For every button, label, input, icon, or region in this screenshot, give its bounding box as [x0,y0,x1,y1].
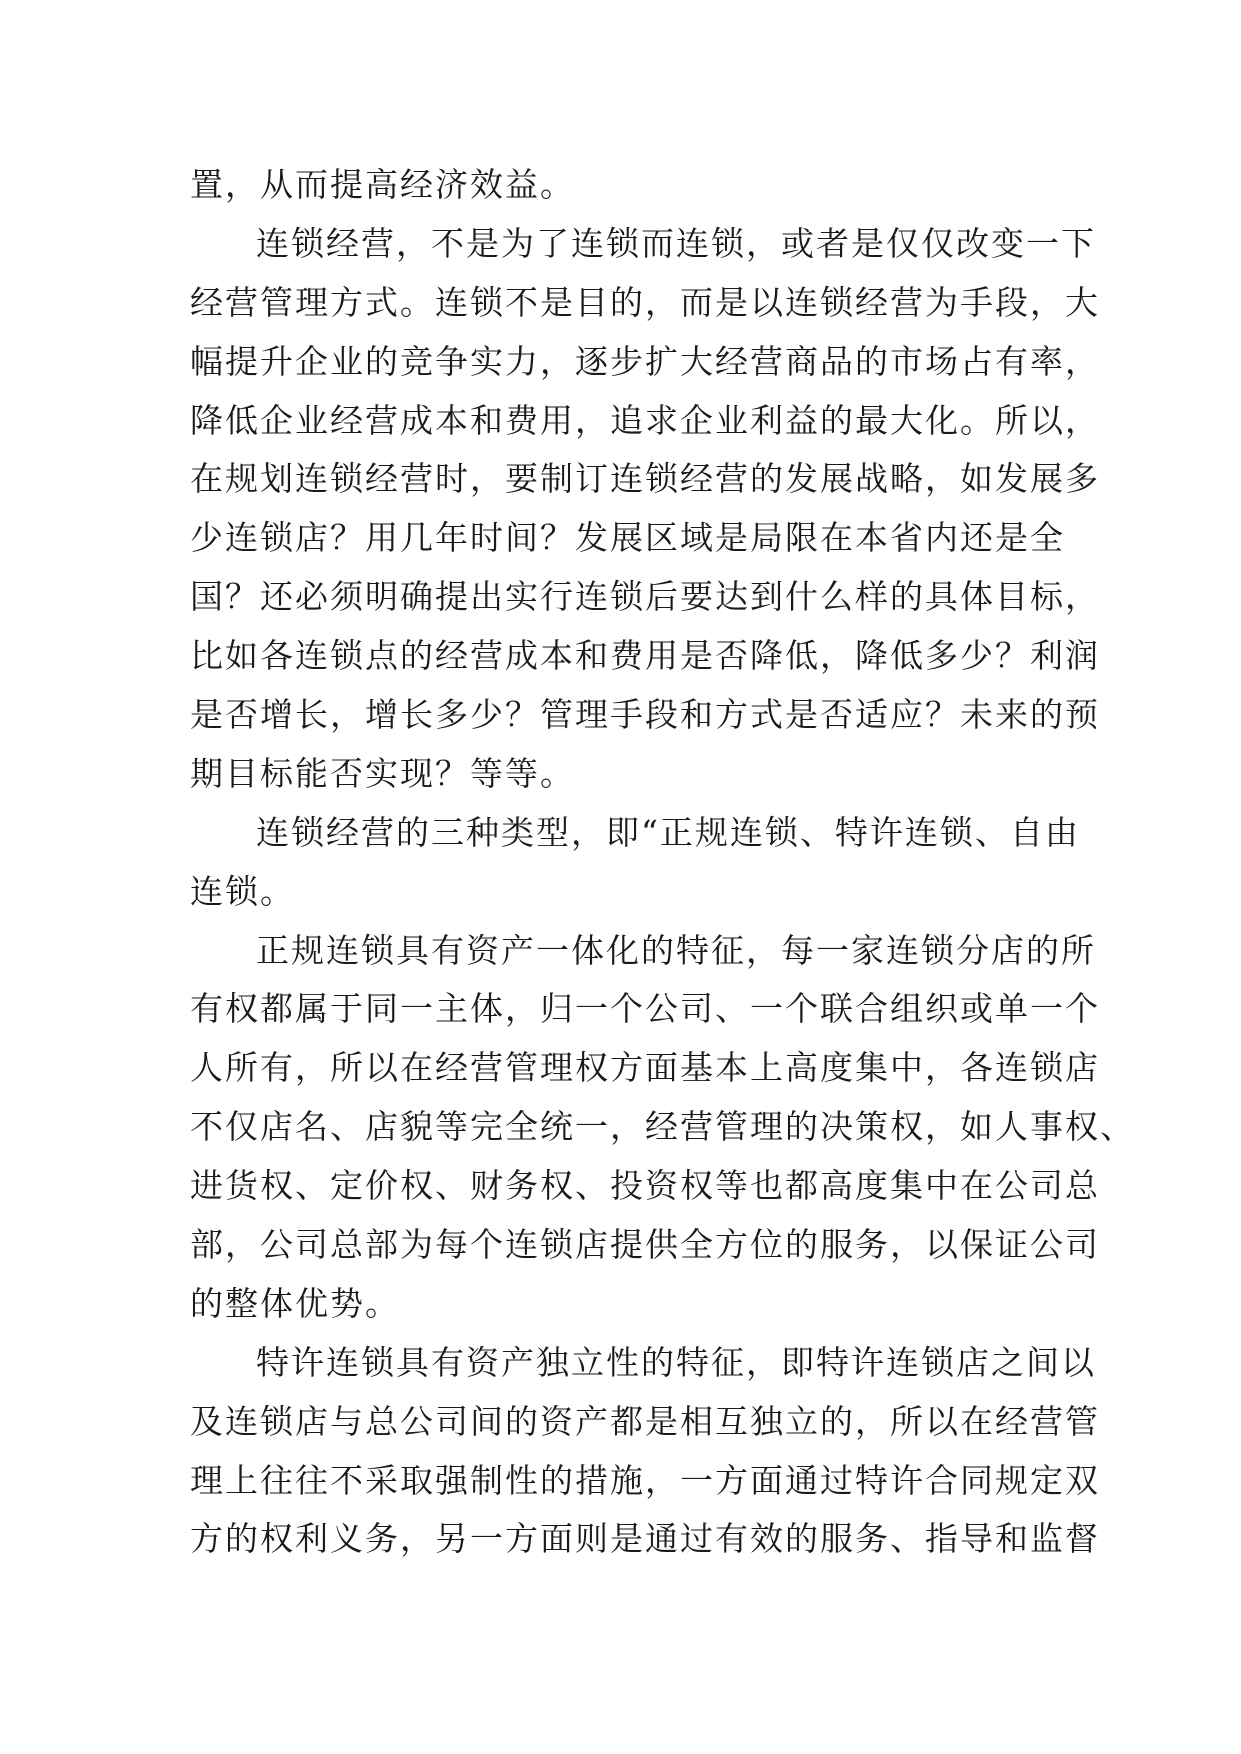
text-line: 特许连锁具有资产独立性的特征，即特许连锁店之间以 [256,1342,1096,1382]
text-line: 有权都属于同一主体，归一个公司、一个联合组织或单一个 [190,989,1100,1029]
text-line: 期目标能否实现？等等。 [190,753,575,793]
text-line: 理上往往不采取强制性的措施，一方面通过特许合同规定双 [190,1460,1100,1500]
text-line: 在规划连锁经营时，要制订连锁经营的发展战略，如发展多 [190,459,1100,499]
text-line: 部，公司总部为每个连锁店提供全方位的服务，以保证公司 [190,1225,1100,1265]
text-line: 人所有，所以在经营管理权方面基本上高度集中，各连锁店 [190,1048,1100,1088]
text-line: 置，从而提高经济效益。 [190,165,575,204]
text-line: 比如各连锁点的经营成本和费用是否降低，降低多少？利润 [190,636,1100,676]
text-line: 连锁经营，不是为了连锁而连锁，或者是仅仅改变一下 [256,223,1096,263]
text-line: 方的权利义务，另一方面则是通过有效的服务、指导和监督 [190,1519,1100,1559]
text-line: 及连锁店与总公司间的资产都是相互独立的，所以在经营管 [190,1401,1100,1441]
text-line: 经营管理方式。连锁不是目的，而是以连锁经营为手段，大 [190,282,1100,322]
text-line: 正规连锁具有资产一体化的特征，每一家连锁分店的所 [256,930,1096,970]
text-line: 连锁经营的三种类型，即“正规连锁、特许连锁、自由 [256,812,1080,852]
text-line: 国？还必须明确提出实行连锁后要达到什么样的具体目标， [190,577,1100,617]
text-line: 是否增长，增长多少？管理手段和方式是否适应？未来的预 [190,695,1100,735]
text-line: 不仅店名、店貌等完全统一，经营管理的决策权，如人事权、 [190,1107,1135,1147]
text-line: 幅提升企业的竞争实力，逐步扩大经营商品的市场占有率， [190,341,1100,381]
document-body [190,156,1135,1569]
text-line: 的整体优势。 [190,1283,400,1323]
text-line: 降低企业经营成本和费用，追求企业利益的最大化。所以， [190,400,1100,440]
text-line: 连锁。 [190,871,295,911]
text-line: 进货权、定价权、财务权、投资权等也都高度集中在公司总 [190,1166,1100,1206]
text-line: 少连锁店？用几年时间？发展区域是局限在本省内还是全 [190,518,1065,558]
